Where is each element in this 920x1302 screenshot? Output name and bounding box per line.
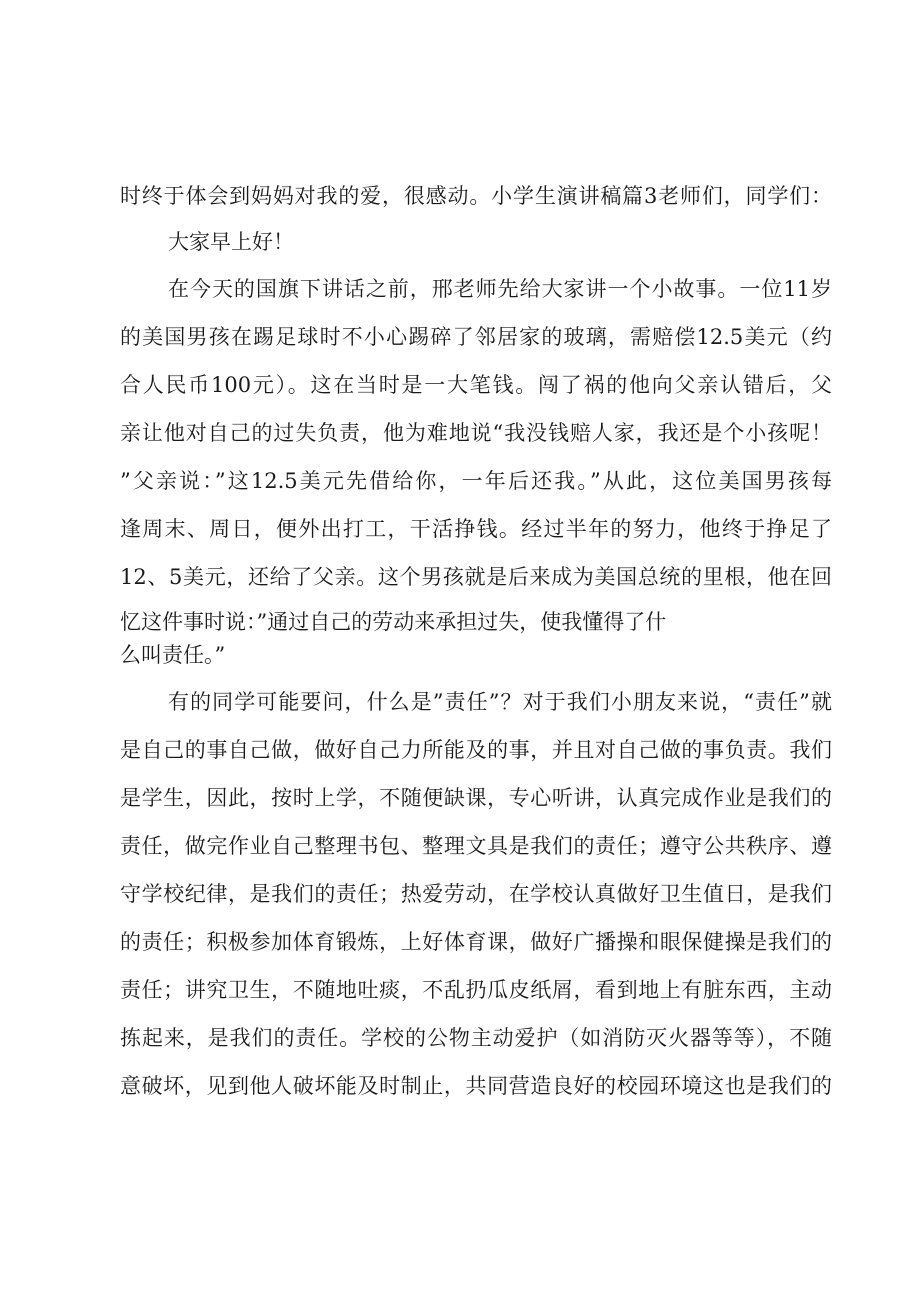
text-line-3: 在今天的国旗下讲话之前，邢老师先给大家讲一个小故事。一位11岁 (168, 277, 832, 301)
greeting-line: 大家早上好！ (168, 230, 294, 254)
text-line-12: 有的同学可能要问，什么是”责任”？对于我们小朋友来说，“责任”就 (168, 690, 832, 714)
text-line-4: 的美国男孩在踢足球时不小心踢碎了邻居家的玻璃，需赔偿12.5美元（约 (120, 325, 832, 349)
text-line-19: 拣起来，是我们的责任。学校的公物主动爱护（如消防灭火器等等），不随 (120, 1026, 832, 1050)
text-line-14: 是学生，因此，按时上学，不随便缺课，专心听讲，认真完成作业是我们的 (120, 786, 832, 810)
text-line-20: 意破坏，见到他人破坏能及时制止，共同营造良好的校园环境这也是我们的 (120, 1074, 832, 1098)
text-line-13: 是自己的事自己做，做好自己力所能及的事，并且对自己做的事负责。我们 (120, 738, 832, 762)
text-line-9: 12、5美元，还给了父亲。这个男孩就是后来成为美国总统的里根，他在回 (120, 565, 832, 589)
text-line-1: 时终于体会到妈妈对我的爱，很感动。小学生演讲稿篇3老师们，同学们： (120, 184, 832, 208)
text-line-10: 忆这件事时说：”通过自己的劳动来承担过失，使我懂得了什 (120, 610, 667, 634)
text-line-18: 责任；讲究卫生，不随地吐痰，不乱扔瓜皮纸屑，看到地上有脏东西，主动 (120, 978, 832, 1002)
text-line-5: 合人民币100元）。这在当时是一大笔钱。闯了祸的他向父亲认错后，父 (120, 373, 832, 397)
text-line-17: 的责任；积极参加体育锻炼，上好体育课，做好广播操和眼保健操是我们的 (120, 930, 832, 954)
text-line-8: 逢周末、周日，便外出打工，干活挣钱。经过半年的努力，他终于挣足了 (120, 517, 832, 541)
text-line-16: 守学校纪律，是我们的责任；热爱劳动，在学校认真做好卫生值日，是我们 (120, 882, 832, 906)
text-line-6: 亲让他对自己的过失负责，他为难地说“我没钱赔人家，我还是个小孩呢！ (120, 421, 832, 445)
text-line-15: 责任，做完作业自己整理书包、整理文具是我们的责任；遵守公共秩序、遵 (120, 834, 832, 858)
text-line-11: 么叫责任。” (120, 643, 226, 667)
text-line-7: ”父亲说：”这12.5美元先借给你，一年后还我。”从此，这位美国男孩每 (120, 469, 832, 493)
